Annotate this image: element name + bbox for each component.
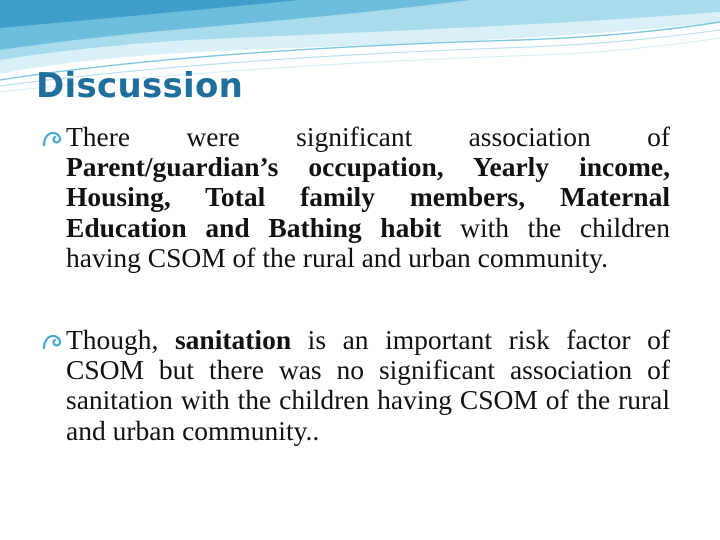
bullet-2-run-3: is an important risk factor of CSOM but there was no significant association of sanitation with the children having CSOM of the rural and urban community.. — [66, 324, 670, 446]
bullet-1-run-1: There were significant association of — [66, 121, 670, 152]
bullet-1-run-3: with the children having CSOM of the rural and urban community. — [66, 211, 670, 273]
bullet-list — [42, 122, 670, 446]
bullet-1-run-2: Parent/guardian’s occupation, Yearly income, Housing, Total family members, Maternal Education and Bathing habit — [66, 151, 670, 243]
slide-title: Discussion — [36, 66, 244, 106]
curl-bullet-icon — [42, 129, 63, 147]
bullet-item-2 — [42, 325, 670, 446]
bullet-item-1 — [42, 122, 670, 273]
bullet-2-run-1: Though, — [66, 324, 175, 356]
bullet-2-run-2: sanitation — [174, 324, 292, 356]
curl-bullet-icon — [42, 332, 63, 350]
